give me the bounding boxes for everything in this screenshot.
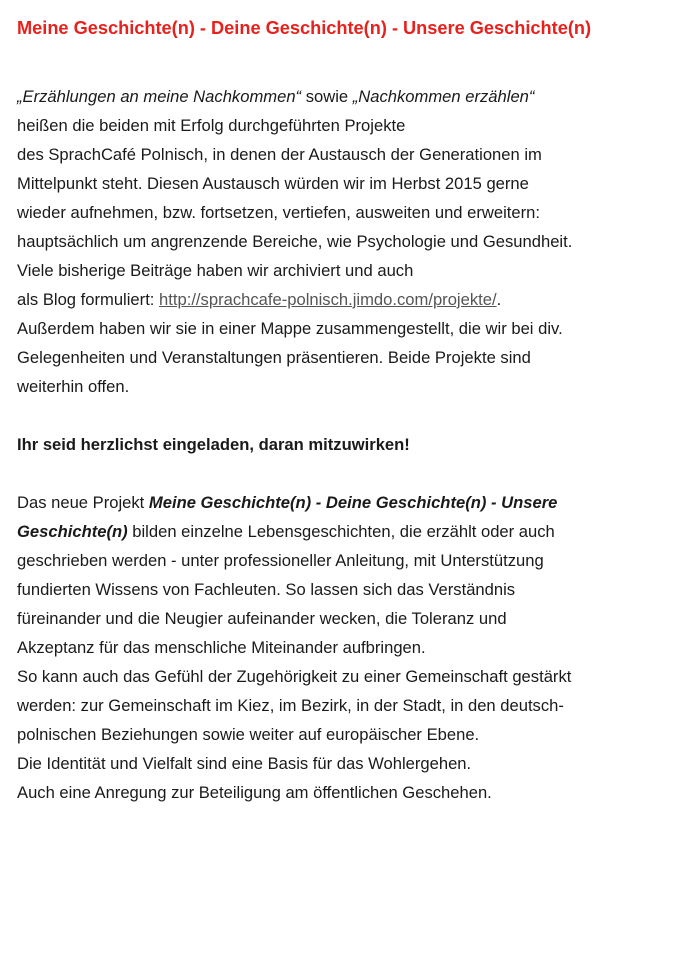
text-fragment: als Blog formuliert: [17,290,160,309]
document-page [17,14,667,807]
spacer [17,401,667,430]
project-title-inline: Geschichte(n) [17,522,128,541]
project-title-inline: Meine Geschichte(n) - Deine Geschichte(n) - Unsere [148,493,558,512]
project-paragraph [17,488,667,807]
text-line: Die Identität und Vielfalt sind eine Basis für das Wohlergehen. [17,754,472,773]
text-fragment: bilden einzelne Lebensgeschichten, die erzählt oder auch [127,522,555,541]
text-line: fundierten Wissens von Fachleuten. So lassen sich das Verständnis [17,580,516,599]
text-line [17,285,667,314]
text-line: geschrieben werden - unter professioneller Anleitung, mit Unterstützung [17,551,544,570]
project-name-1: „Erzählungen an meine Nachkommen“ [17,87,302,106]
text-line: Mittelpunkt steht. Diesen Austausch würden wir im Herbst 2015 gerne [17,174,529,193]
text-line: hauptsächlich um angrenzende Bereiche, wie Psychologie und Gesundheit. [17,232,573,251]
text-line: polnischen Beziehungen sowie weiter auf europäischer Ebene. [17,725,480,744]
text-line: Gelegenheiten und Veranstaltungen präsentieren. Beide Projekte sind [17,348,531,367]
text-line: Außerdem haben wir sie in einer Mappe zusammengestellt, die wir bei div. [17,319,563,338]
text-line: wieder aufnehmen, bzw. fortsetzen, vertiefen, ausweiten und erweitern: [17,203,540,222]
text-line: weiterhin offen. [17,377,130,396]
text-line: werden: zur Gemeinschaft im Kiez, im Bezirk, in der Stadt, in den deutsch- [17,696,564,715]
spacer [17,42,667,82]
text-fragment: sowie [301,87,353,106]
blog-link[interactable]: http://sprachcafe-polnisch.jimdo.com/projekte/ [159,290,497,309]
text-fragment: . [496,290,502,309]
document-title: Meine Geschichte(n) - Deine Geschichte(n) - Unsere Geschichte(n) [17,18,592,38]
text-line: füreinander und die Neugier aufeinander wecken, die Toleranz und [17,609,507,628]
text-line: Akzeptanz für das menschliche Miteinander aufbringen. [17,638,426,657]
spacer [17,459,667,488]
text-line: des SprachCafé Polnisch, in denen der Austausch der Generationen im [17,145,542,164]
text-line: Viele bisherige Beiträge haben wir archiviert und auch [17,261,414,280]
intro-paragraph [17,82,667,401]
project-name-2: „Nachkommen erzählen“ [352,87,535,106]
text-fragment: Das neue Projekt [17,493,149,512]
text-line [17,82,667,111]
invitation-text: Ihr seid herzlichst eingeladen, daran mitzuwirken! [17,435,410,454]
text-line: So kann auch das Gefühl der Zugehörigkeit zu einer Gemeinschaft gestärkt [17,667,572,686]
text-line [17,517,667,546]
text-line: Auch eine Anregung zur Beteiligung am öffentlichen Geschehen. [17,783,492,802]
text-line: heißen die beiden mit Erfolg durchgeführten Projekte [17,116,406,135]
text-line [17,488,667,517]
